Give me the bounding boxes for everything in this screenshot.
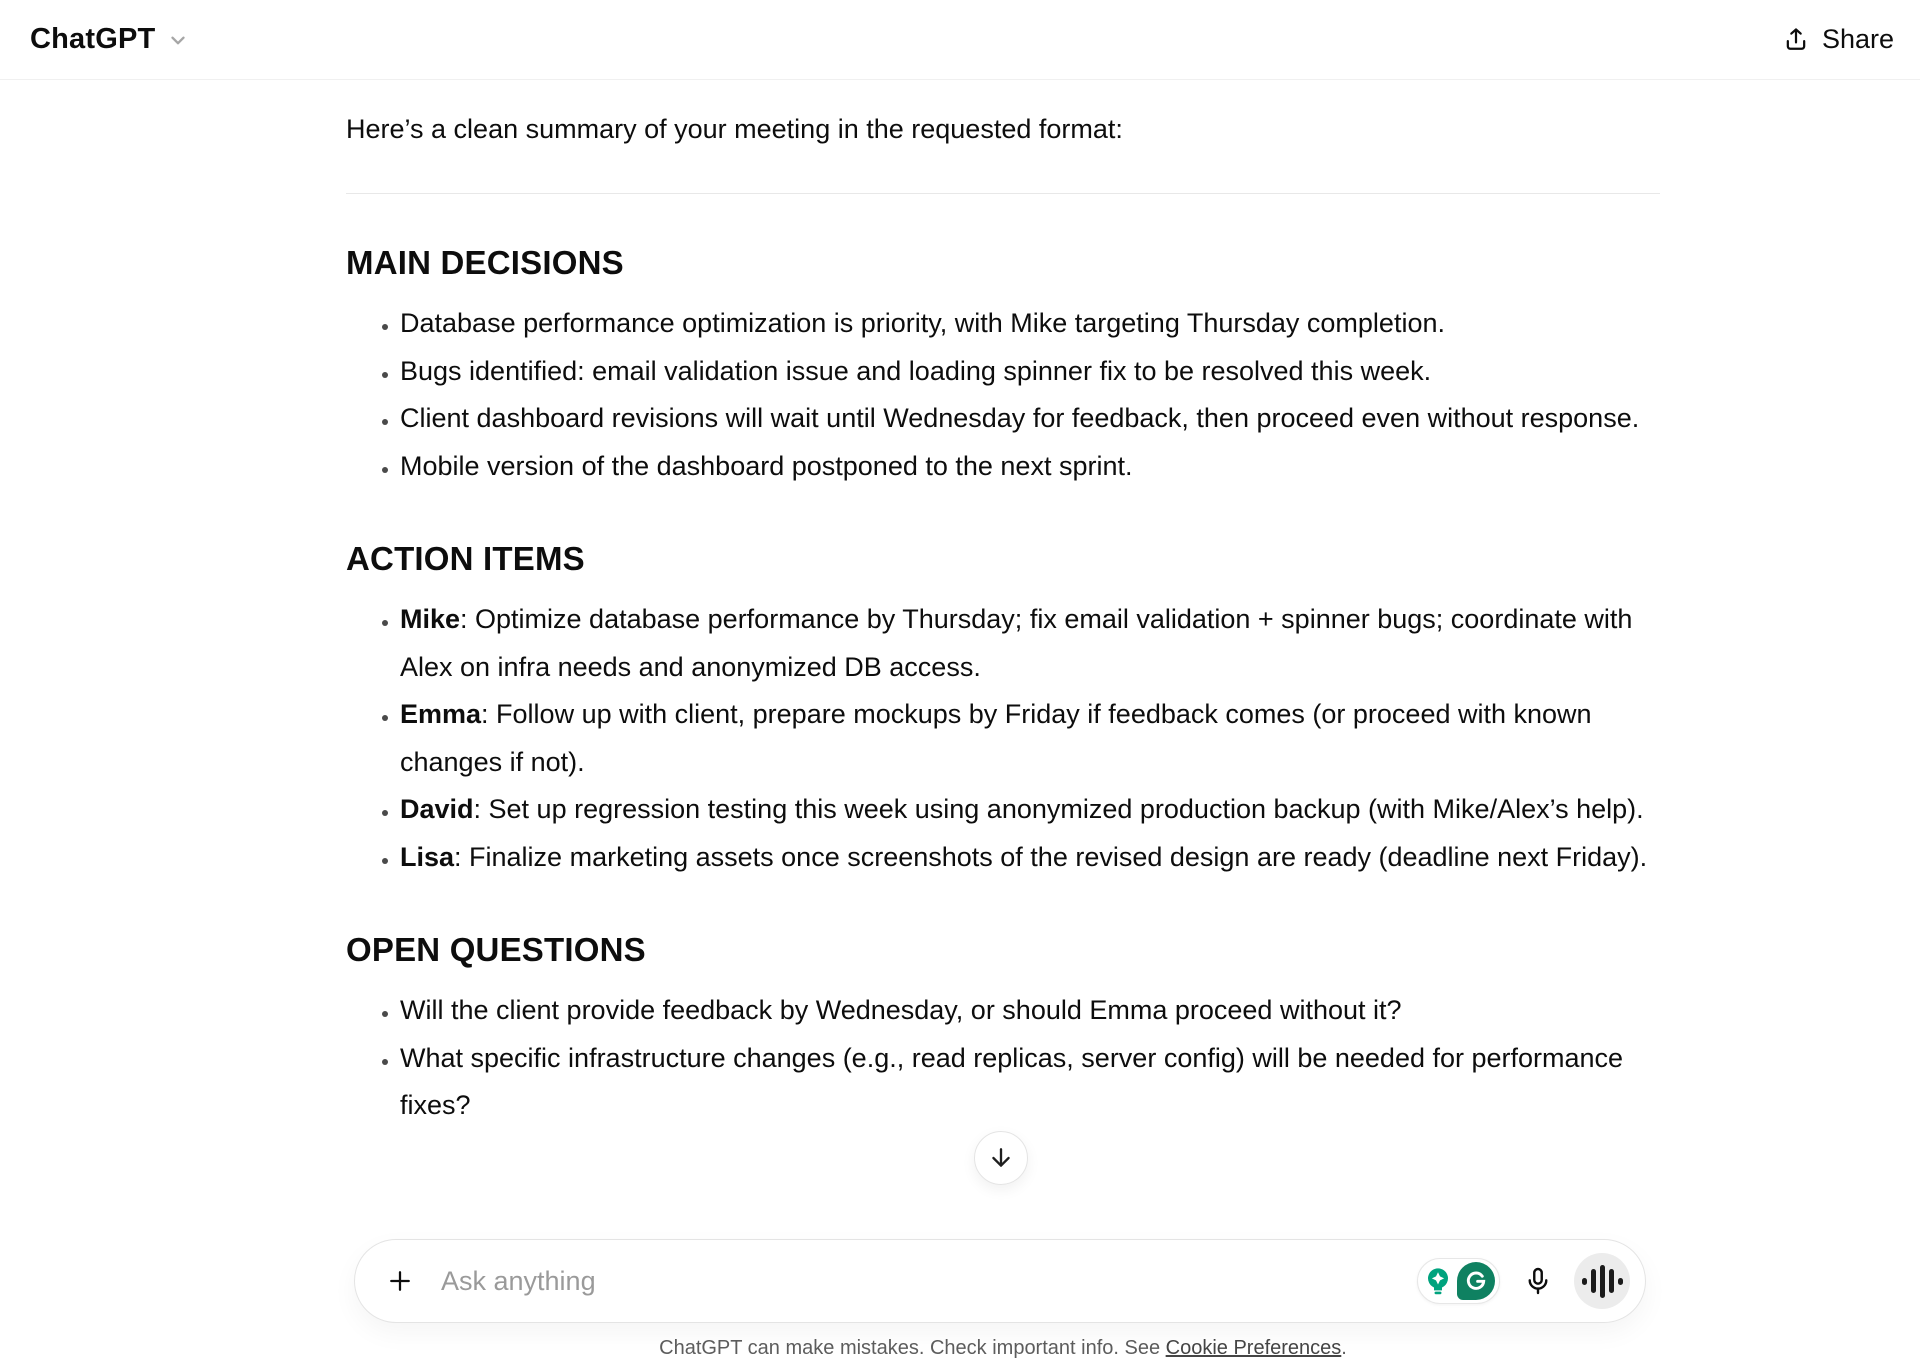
bullet-list — [346, 987, 1660, 1130]
composer — [354, 1239, 1646, 1323]
plus-icon — [385, 1266, 415, 1296]
disclaimer-footer: ChatGPT can make mistakes. Check important info. See Cookie Preferences. — [659, 1337, 1347, 1359]
list-item: • Lisa: Finalize marketing assets once screenshots of the revised design are ready (deadline next Friday). — [400, 834, 1660, 882]
bullet-list — [346, 596, 1660, 881]
list-item: • Mobile version of the dashboard postponed to the next sprint. — [400, 443, 1660, 491]
list-item: • What specific infrastructure changes (e.g., read replicas, server config) will be needed for performance fixes? — [400, 1035, 1660, 1130]
section-heading: ACTION ITEMS — [346, 540, 585, 577]
list-item: • Will the client provide feedback by Wednesday, or should Emma proceed without it? — [400, 987, 1660, 1035]
list-item: • Bugs identified: email validation issue and loading spinner fix to be resolved this week. — [400, 348, 1660, 396]
assistant-message — [346, 80, 1660, 1130]
top-bar — [0, 0, 1920, 80]
audio-waveform-icon — [1582, 1278, 1587, 1285]
model-switcher[interactable] — [30, 23, 189, 56]
intro-paragraph: Here’s a clean summary of your meeting in the requested format: — [346, 114, 1123, 144]
grammarly-widget[interactable] — [1417, 1258, 1500, 1304]
scroll-to-bottom-button[interactable] — [974, 1131, 1028, 1185]
disclaimer-text: ChatGPT can make mistakes. Check important info. See — [659, 1337, 1166, 1359]
section-heading: OPEN QUESTIONS — [346, 931, 646, 968]
list-item: • Emma: Follow up with client, prepare mockups by Friday if feedback comes (or proceed with known changes if not). — [400, 691, 1660, 786]
share-label: Share — [1821, 24, 1894, 54]
lightbulb-sparkle-icon — [1422, 1265, 1454, 1297]
app-title: ChatGPT — [30, 23, 156, 55]
chat-input[interactable] — [441, 1266, 1417, 1297]
share-icon — [1782, 26, 1810, 54]
share-button[interactable] — [1782, 24, 1894, 55]
list-item: • Client dashboard revisions will wait until Wednesday for feedback, then proceed even without response. — [400, 395, 1660, 443]
list-item: • David: Set up regression testing this week using anonymized production backup (with Mike/Alex’s help). — [400, 786, 1660, 834]
grammarly-g-icon — [1457, 1262, 1495, 1300]
message-divider — [346, 193, 1660, 194]
chevron-down-icon — [167, 29, 189, 51]
message-sections — [346, 244, 1660, 1130]
cookie-preferences-link[interactable]: Cookie Preferences — [1165, 1337, 1342, 1359]
add-attachment-button[interactable] — [385, 1266, 415, 1296]
bullet-list — [346, 300, 1660, 490]
dictate-button[interactable] — [1522, 1265, 1554, 1297]
microphone-icon — [1522, 1265, 1554, 1297]
list-item: • Database performance optimization is priority, with Mike targeting Thursday completion. — [400, 300, 1660, 348]
voice-mode-button[interactable] — [1574, 1253, 1630, 1309]
section-heading: MAIN DECISIONS — [346, 244, 624, 281]
arrow-down-icon — [987, 1144, 1015, 1172]
list-item: • Mike: Optimize database performance by Thursday; fix email validation + spinner bugs; coordinate with Alex on infra needs and anonymized DB access. — [400, 596, 1660, 691]
